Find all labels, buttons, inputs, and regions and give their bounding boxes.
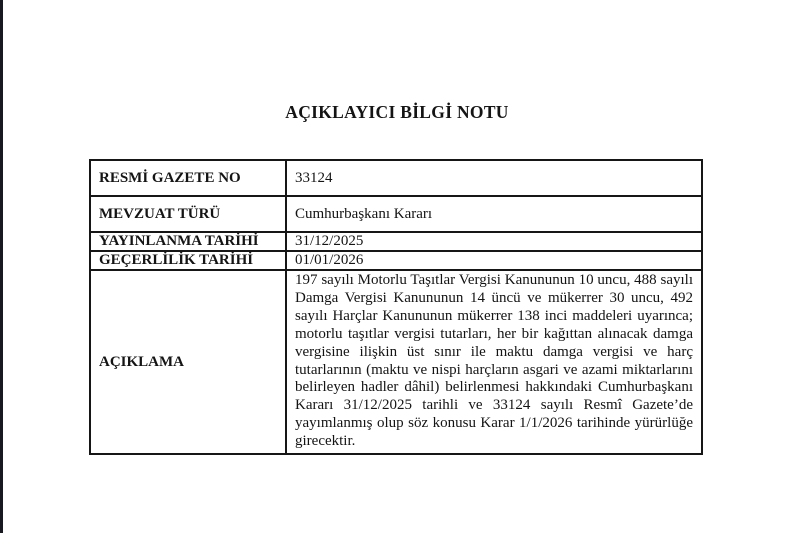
document-title: AÇIKLAYICI BİLGİ NOTU <box>285 102 509 122</box>
info-table <box>89 159 703 455</box>
row-value-gecerlilik-tarihi: 01/01/2026 <box>286 251 702 270</box>
row-value-aciklama: 197 sayılı Motorlu Taşıtlar Vergisi Kanununun 10 uncu, 488 sayılı Damga Vergisi Kanununun 14 üncü ve mükerrer 30 uncu, 492 sayılı Harçlar Kanununun mükerrer 138 inci maddeleri uyarınca; motorlu taşıtlar vergisi tutarları, her bir kağıttan alınacak damga vergisine ilişkin üst sınır ile maktu damga vergisi ve harç tutarlarının (maktu ve nispi harçların asgari ve azami miktarlarını belirleyen hadler dâhil) belirlenmesi hakkındaki Cumhurbaşkanı Kararı 31/12/2025 tarihli ve 33124 sayılı Resmî Gazete’de yayımlanmış olup söz konusu Karar 1/1/2026 tarihinde yürürlüğe girecektir. <box>286 270 702 454</box>
table-row-gecerlilik-tarihi <box>90 251 702 270</box>
row-value-yayinlanma-tarihi: 31/12/2025 <box>286 232 702 251</box>
table-row-mevzuat-turu <box>90 196 702 232</box>
row-value-resmi-gazete-no: 33124 <box>286 160 702 196</box>
row-label-gecerlilik-tarihi: GEÇERLİLİK TARİHİ <box>90 251 286 270</box>
row-value-mevzuat-turu: Cumhurbaşkanı Kararı <box>286 196 702 232</box>
row-label-mevzuat-turu: MEVZUAT TÜRÜ <box>90 196 286 232</box>
row-label-aciklama: AÇIKLAMA <box>90 270 286 454</box>
table-row-resmi-gazete-no <box>90 160 702 196</box>
scan-edge-artifact <box>0 0 3 533</box>
row-label-resmi-gazete-no: RESMİ GAZETE NO <box>90 160 286 196</box>
table-row-aciklama <box>90 270 702 454</box>
row-label-yayinlanma-tarihi: YAYINLANMA TARİHİ <box>90 232 286 251</box>
table-row-yayinlanma-tarihi <box>90 232 702 251</box>
